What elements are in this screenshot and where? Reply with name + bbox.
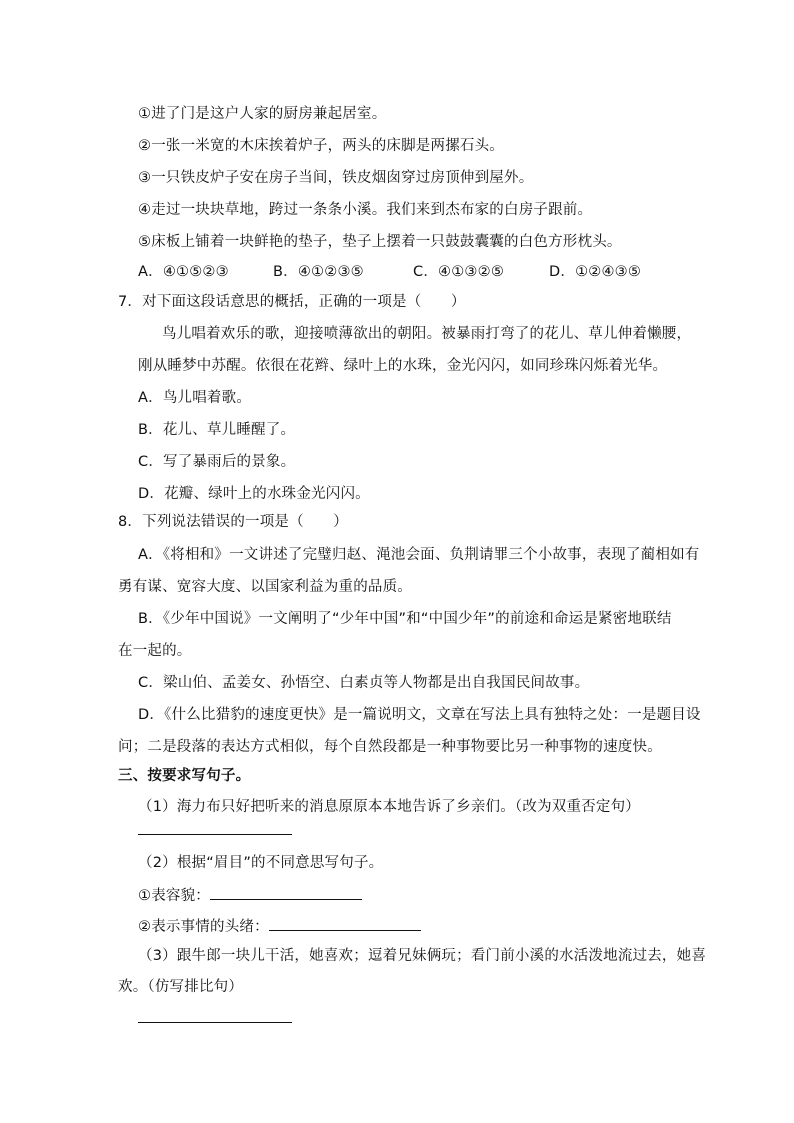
write-task-2b-label: ②表示事情的头绪： xyxy=(138,919,269,935)
q8-option-d-line-2: 问；二是段落的表达方式相似，每个自然段都是一种事物要比另一种事物的速度快。 xyxy=(118,739,662,755)
q7-option-d: D．花瓣、绿叶上的水珠金光闪闪。 xyxy=(138,486,370,502)
sentence-1: ①进了门是这户人家的厨房兼起居室。 xyxy=(138,106,387,122)
question-7: 7．对下面这段话意思的概括，正确的一项是（ ） xyxy=(118,294,466,310)
write-task-3-line-1: （3）跟牛郎一块儿干活，她喜欢；逗着兄妹俩玩；看门前小溪的水活泼地流过去，她喜 xyxy=(138,948,707,964)
q8-option-a-line-1: A．《将相和》一文讲述了完璧归赵、渑池会面、负荆请罪三个小故事，表现了蔺相如有 xyxy=(138,547,700,563)
write-task-2a xyxy=(138,885,362,906)
q6-option-b: B．④①②③⑤ xyxy=(273,264,364,280)
answer-blank-3[interactable] xyxy=(138,1022,292,1023)
write-task-3-line-2: 欢。（仿写排比句） xyxy=(118,979,244,995)
sentence-3: ③一只铁皮炉子安在房子当间，铁皮烟囱穿过房顶伸到屋外。 xyxy=(138,170,534,186)
answer-blank-2b[interactable] xyxy=(269,916,421,931)
q6-option-c: C．④①③②⑤ xyxy=(413,264,505,280)
sentence-2: ②一张一米宽的木床挨着炉子，两头的床脚是两摞石头。 xyxy=(138,138,504,154)
q8-option-b-line-1: B．《少年中国说》一文阐明了“少年中国”和“中国少年”的前途和命运是紧密地联结 xyxy=(138,611,672,627)
q6-option-d: D．①②④③⑤ xyxy=(549,264,642,280)
q8-option-c: C．梁山伯、孟姜女、孙悟空、白素贞等人物都是出自我国民间故事。 xyxy=(138,675,590,691)
q8-option-a-line-2: 勇有谋、宽容大度、以国家利益为重的品质。 xyxy=(118,579,412,595)
q8-option-b-line-2: 在一起的。 xyxy=(118,643,192,659)
q7-option-a: A．鸟儿唱着歌。 xyxy=(138,390,252,406)
write-task-1: （1）海力布只好把听来的消息原原本本地告诉了乡亲们。（改为双重否定句） xyxy=(138,799,640,815)
write-task-2: （2）根据“眉目”的不同意思写句子。 xyxy=(138,855,384,871)
q7-option-c: C．写了暴雨后的景象。 xyxy=(138,454,296,470)
q6-option-a: A．④①⑤②③ xyxy=(138,264,229,280)
q7-passage-line-1: 鸟儿唱着欢乐的歌，迎接喷薄欲出的朝阳。被暴雨打弯了的花儿、草儿伸着懒腰， xyxy=(162,326,692,342)
answer-blank-1[interactable] xyxy=(138,834,292,835)
sentence-4: ④走过一块块草地，跨过一条条小溪。我们来到杰布家的白房子跟前。 xyxy=(138,202,593,218)
q7-option-b: B．花儿、草儿睡醒了。 xyxy=(138,422,296,438)
write-task-2b xyxy=(138,916,421,937)
q6-options xyxy=(138,262,641,282)
q8-option-d-line-1: D．《什么比猎豹的速度更快》是一篇说明文，文章在写法上具有独特之处：一是题目设 xyxy=(138,707,701,723)
question-8: 8．下列说法错误的一项是（ ） xyxy=(118,514,348,530)
section-3-heading: 三、按要求写句子。 xyxy=(118,768,251,784)
sentence-5: ⑤床板上铺着一块鲜艳的垫子，垫子上摆着一只鼓鼓囊囊的白色方形枕头。 xyxy=(138,234,622,250)
answer-blank-2a[interactable] xyxy=(210,885,362,900)
q7-passage-line-2: 刚从睡梦中苏醒。依很在花辫、绿叶上的水珠，金光闪闪，如同珍珠闪烁着光华。 xyxy=(138,358,668,374)
write-task-2a-label: ①表容貌： xyxy=(138,888,210,904)
